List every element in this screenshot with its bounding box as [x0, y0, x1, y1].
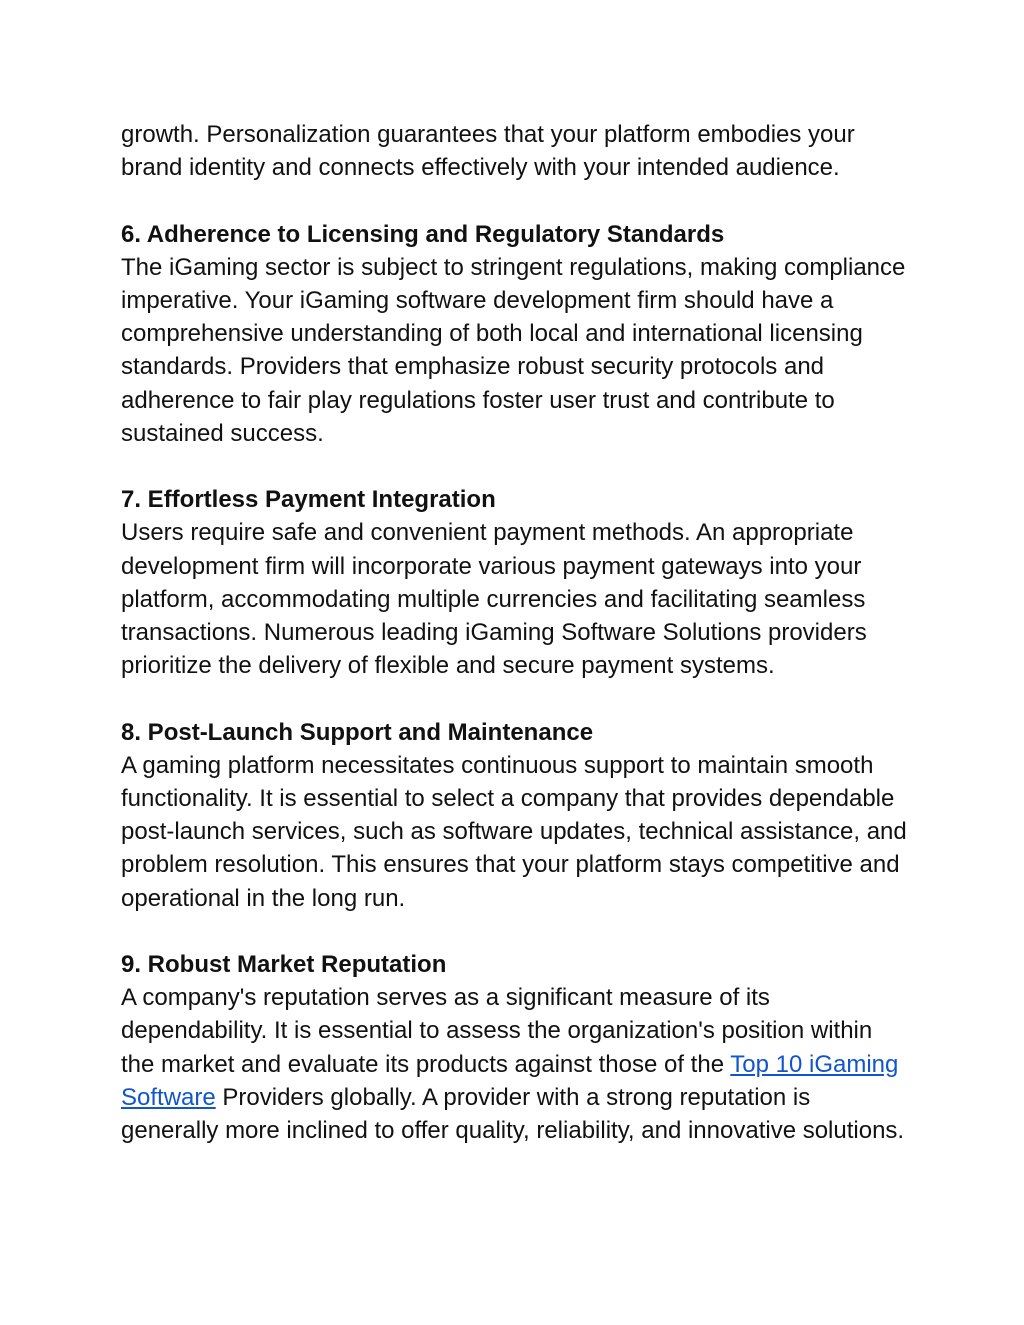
body-after-link: Providers globally. A provider with a strong reputation is generally more inclined to offer quality, reliability, and innovative solutions. — [121, 1083, 905, 1145]
section-heading: 9. Robust Market Reputation — [121, 951, 447, 979]
intro-text: growth. Personalization guarantees that your platform embodies your brand identity and connects effectively with your intended audience. — [121, 121, 855, 182]
section-payment — [121, 483, 911, 682]
section-reputation — [121, 948, 911, 1147]
intro-paragraph — [121, 118, 911, 184]
section-body: Users require safe and convenient payment methods. An appropriate development firm will incorporate various payment gateways into your platform, accommodating multiple currencies and facilitating seamless transactions. Numerous leading iGaming Software Solutions providers prioritize the delivery of flexible and secure payment systems. — [121, 519, 867, 680]
body-before-link: A company's reputation serves as a significant measure of its dependability. It is essential to assess the organization's position within the market and evaluate its products against those of the — [121, 984, 873, 1078]
top-10-igaming-software-link[interactable]: Top 10 iGaming Software — [121, 1050, 899, 1111]
section-heading: 8. Post-Launch Support and Maintenance — [121, 718, 594, 746]
section-licensing — [121, 218, 911, 450]
section-body: The iGaming sector is subject to stringent regulations, making compliance imperative. Your iGaming software development firm should have a comprehensive understanding of both local and international licensing standards. Providers that emphasize robust security protocols and adherence to fair play regulations foster user trust and contribute to sustained success. — [121, 253, 906, 447]
section-heading: 6. Adherence to Licensing and Regulatory Standards — [121, 220, 725, 248]
section-support — [121, 716, 911, 915]
section-body — [121, 981, 911, 1147]
section-heading: 7. Effortless Payment Integration — [121, 486, 496, 514]
section-body: A gaming platform necessitates continuous support to maintain smooth functionality. It is essential to select a company that provides dependable post-launch services, such as software updates, technical assistance, and problem resolution. This ensures that your platform stays competitive and operational in the long run. — [121, 751, 907, 912]
document-page — [121, 118, 911, 1180]
